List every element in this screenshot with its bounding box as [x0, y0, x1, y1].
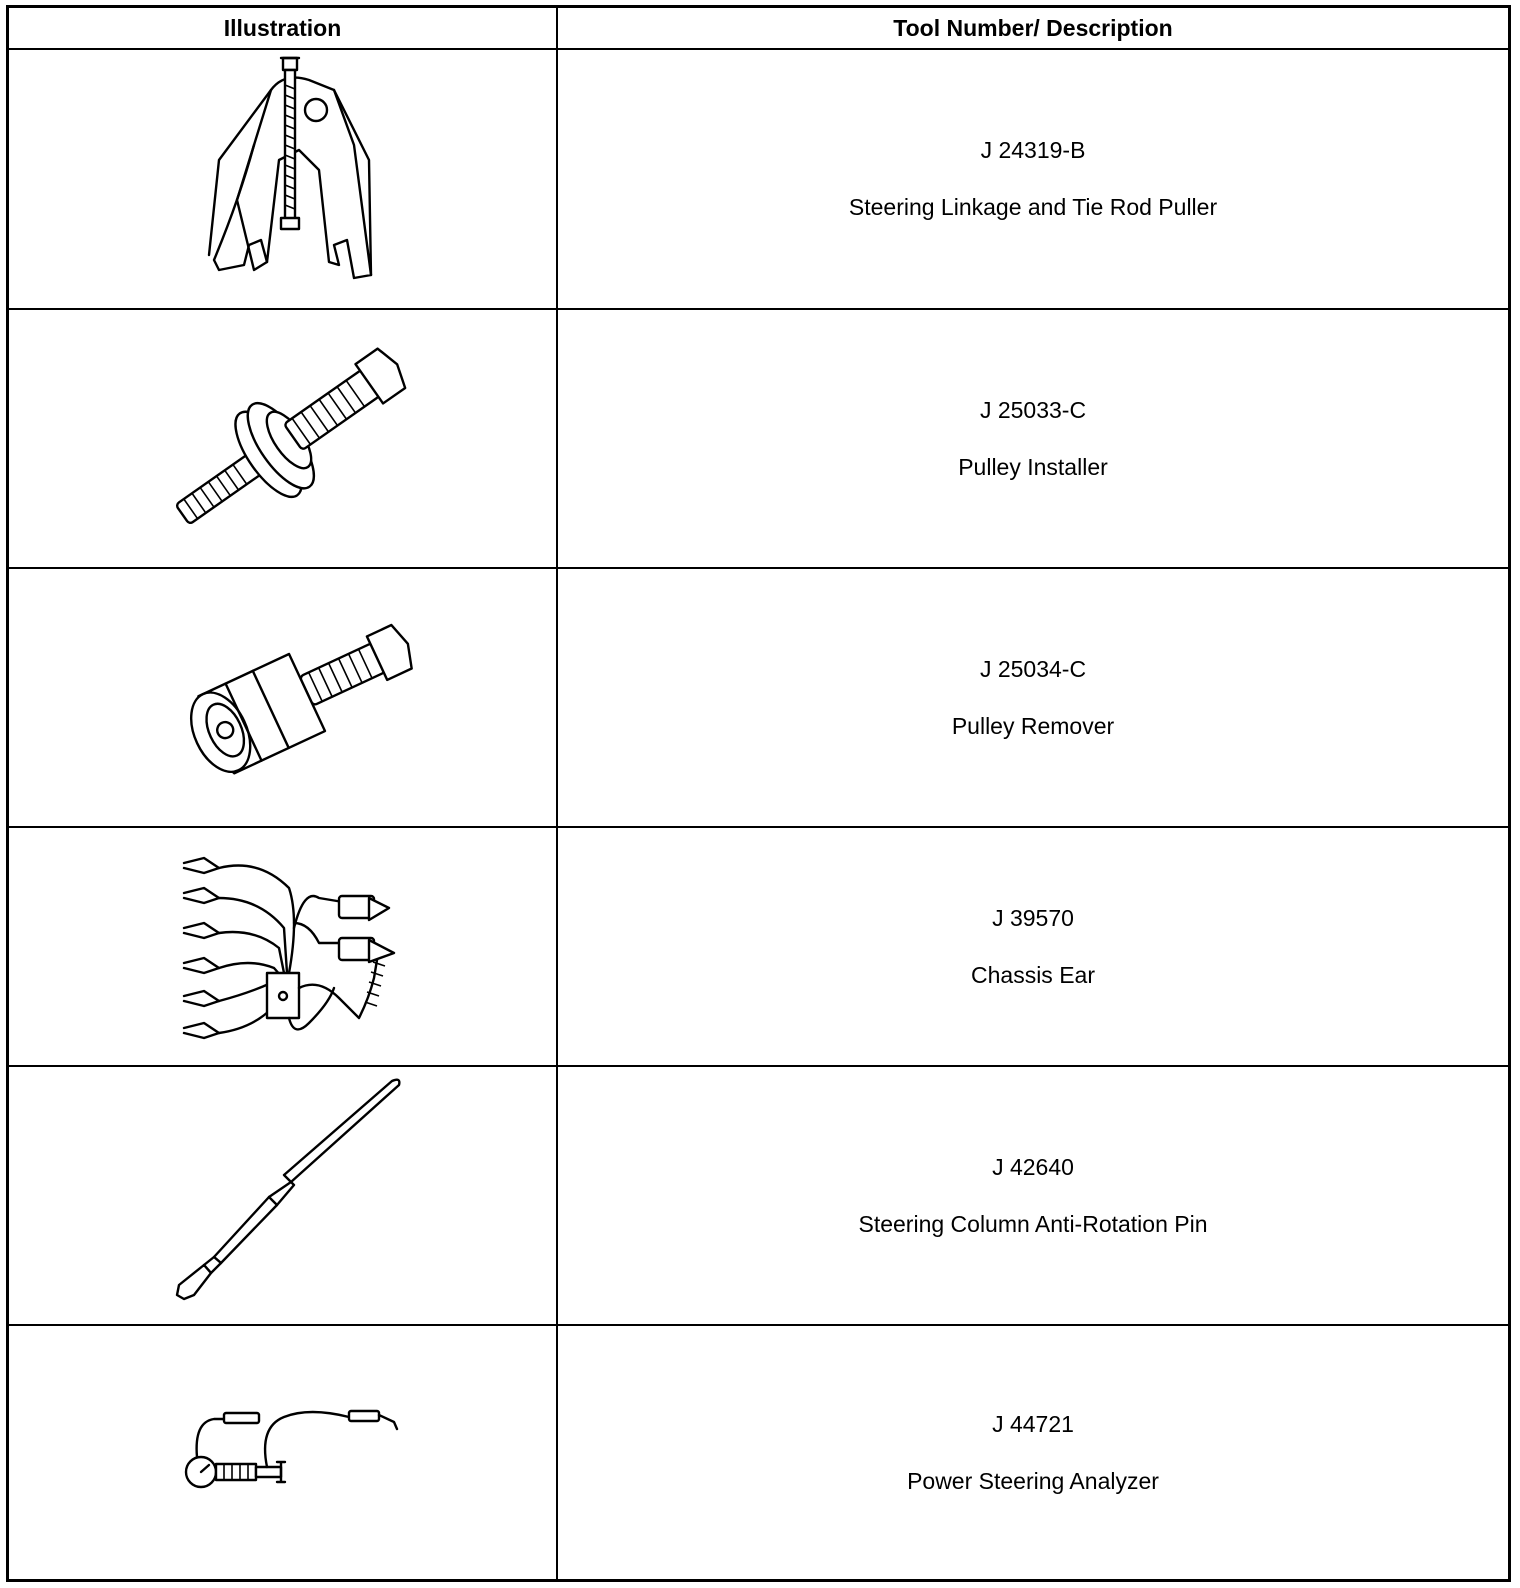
tool-number: J 25033-C — [979, 396, 1087, 423]
tool-number: J 24319-B — [980, 137, 1086, 163]
pulley-installer-icon — [9, 310, 556, 567]
tool-number: J 25034-C — [979, 655, 1087, 682]
pulley-remover-icon — [9, 569, 556, 826]
special-tools-table — [6, 5, 1511, 1582]
header-tool-number-description: Tool Number/ Description — [893, 15, 1173, 41]
tool-description: Pulley Installer — [958, 453, 1108, 480]
power-steering-analyzer-icon — [9, 1326, 556, 1579]
table-row — [9, 310, 1508, 569]
table-row — [9, 828, 1508, 1067]
tool-description: Chassis Ear — [971, 961, 1095, 988]
table-header — [9, 8, 1508, 50]
tie-rod-puller-icon — [9, 50, 556, 308]
table-row — [9, 1067, 1508, 1326]
chassis-ear-icon — [9, 828, 556, 1065]
tool-number: J 42640 — [992, 1153, 1074, 1180]
tool-number: J 39570 — [992, 904, 1074, 931]
anti-rotation-pin-icon — [9, 1067, 556, 1324]
tool-description: Power Steering Analyzer — [907, 1467, 1159, 1494]
tool-description: Steering Linkage and Tie Rod Puller — [848, 194, 1218, 220]
table-row — [9, 50, 1508, 310]
table-row — [9, 1326, 1508, 1579]
header-illustration: Illustration — [223, 15, 342, 41]
tool-number: J 44721 — [992, 1410, 1074, 1437]
tool-description: Steering Column Anti-Rotation Pin — [858, 1210, 1208, 1237]
table-row — [9, 569, 1508, 828]
tool-description: Pulley Remover — [951, 712, 1115, 739]
